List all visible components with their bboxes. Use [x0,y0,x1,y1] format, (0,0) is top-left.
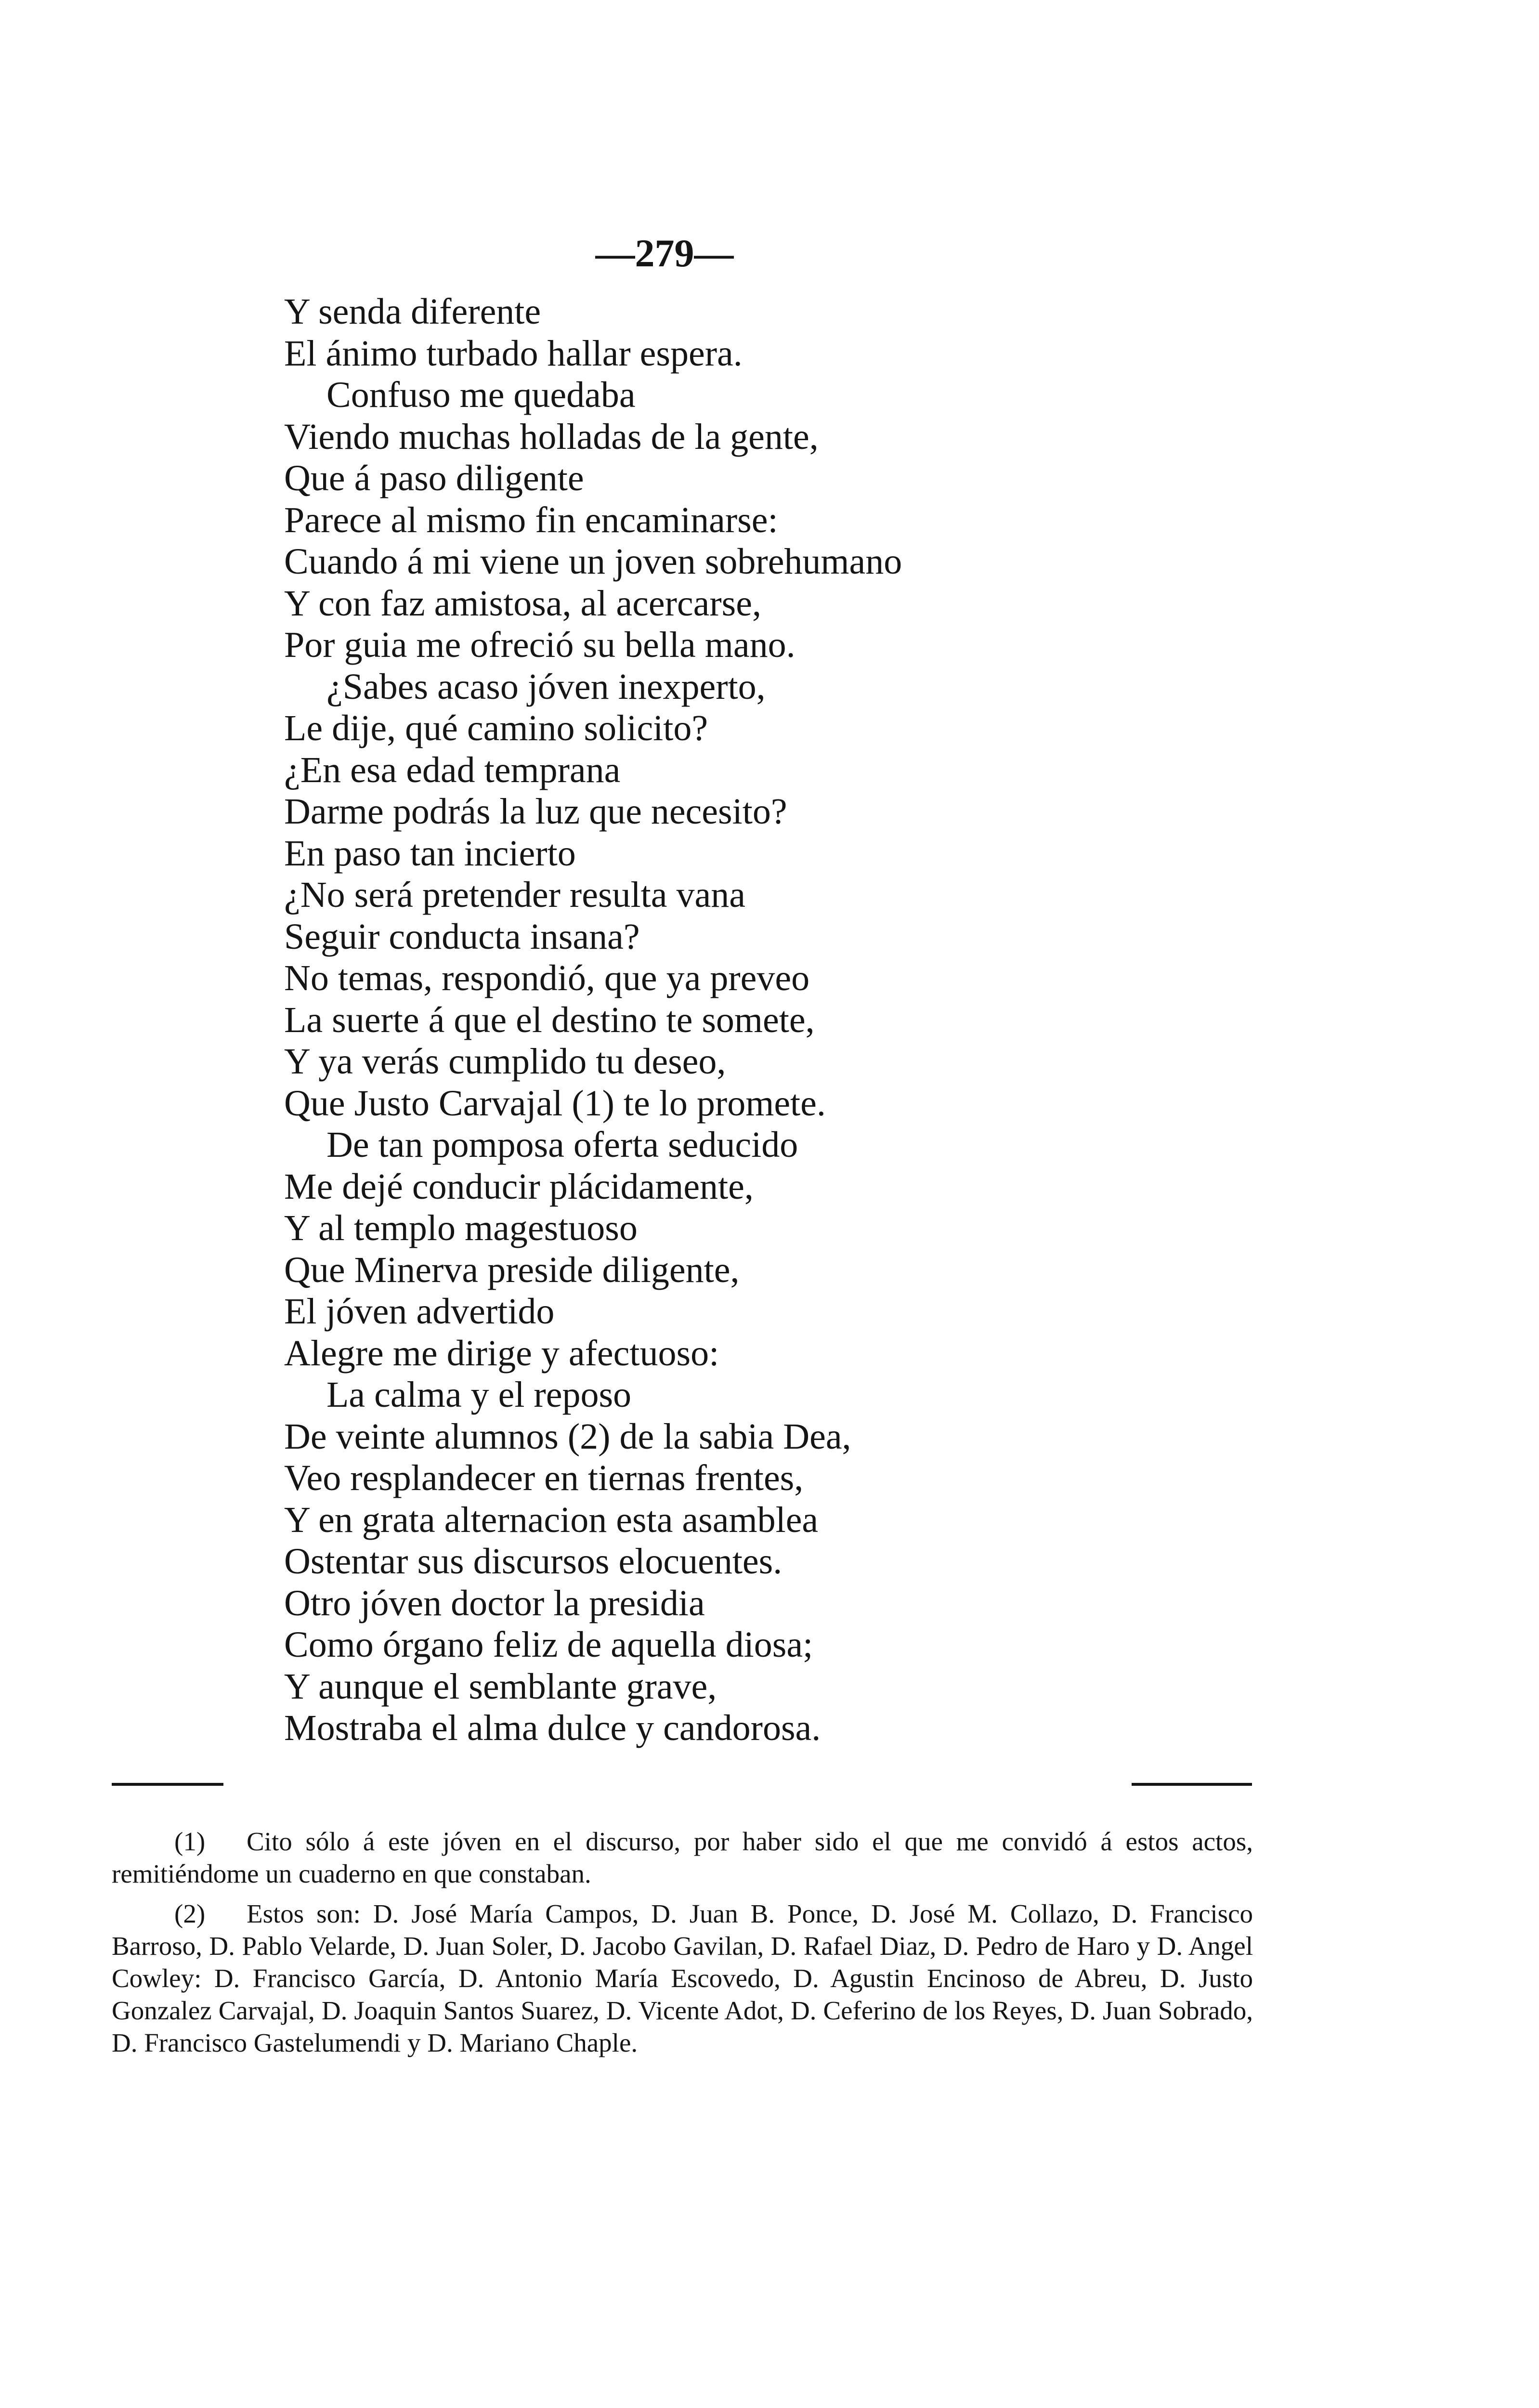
poem-line: No temas, respondió, que ya preveo [284,958,810,998]
poem-line: ¿Sabes acaso jóven inexperto, [326,666,766,707]
poem-line: Que Justo Carvajal (1) te lo promete. [284,1083,826,1124]
footnote-separator-left [112,1783,223,1786]
poem-line: Que Minerva preside diligente, [284,1249,740,1290]
footnote-text: Estos son: D. José María Campos, D. Juan B. Ponce, D. José M. Collazo, D. Francisco Barroso, D. Pablo Velarde, D. Juan Soler, D. Jacobo Gavilan, D. Rafael Diaz, D. Pedro de Haro y D. Angel Cowley: D. Francisco García, D. Antonio María Escovedo, D. Agustin Encinoso de Abreu, D. Justo Gonzalez Carvajal, D. Joaquin Santos Suarez, D. Vicente Adot, D. Ceferino de los Reyes, D. Juan Sobrado, D. Francisco Gastelumendi y D. Mariano Chaple. [112,1899,1253,2057]
poem-line: Veo resplandecer en tiernas frentes, [284,1458,804,1498]
poem-line: Y senda diferente [284,291,541,332]
footnotes [112,1825,1253,2067]
poem-line: La calma y el reposo [326,1374,632,1415]
poem-line: Y en grata alternacion esta asamblea [284,1499,819,1540]
poem-line: Parece al mismo fin encaminarse: [284,499,778,540]
poem-line: Cuando á mi viene un joven sobrehumano [284,541,902,582]
poem-line: Alegre me dirige y afectuoso: [284,1333,719,1374]
poem-line: De veinte alumnos (2) de la sabia Dea, [284,1416,851,1457]
poem-line: ¿No será pretender resulta vana [284,875,745,915]
poem-line: Confuso me quedaba [326,375,636,415]
poem-line: De tan pomposa oferta seducido [326,1125,798,1165]
footnote [112,1825,1253,1890]
poem-line: Y con faz amistosa, al acercarse, [284,583,761,624]
poem-line: Por guia me ofreció su bella mano. [284,625,796,665]
poem-line: Me dejé conducir plácidamente, [284,1166,754,1207]
footnote [112,1898,1253,2059]
poem-line: Seguir conducta insana? [284,916,640,957]
poem-line: Darme podrás la luz que necesito? [284,791,787,832]
poem-line: El ánimo turbado hallar espera. [284,333,743,374]
poem-line: Le dije, qué camino solicito? [284,708,708,748]
poem-line: Y aunque el semblante grave, [284,1666,717,1707]
poem-line: La suerte á que el destino te somete, [284,999,815,1040]
poem-line: Y al templo magestuoso [284,1208,638,1248]
poem-line: ¿En esa edad temprana [284,749,621,790]
poem-line: Mostraba el alma dulce y candorosa. [284,1708,821,1748]
footnote-marker: (2) [174,1899,206,1928]
poem-line: Viendo muchas holladas de la gente, [284,416,819,457]
poem-line: Y ya verás cumplido tu deseo, [284,1041,726,1082]
poem-line: En paso tan incierto [284,833,576,874]
poem-line: Ostentar sus discursos elocuentes. [284,1541,783,1582]
page-number: —279— [595,231,734,275]
footnote-marker: (1) [174,1827,206,1856]
footnote-separator-right [1132,1783,1252,1786]
footnote-text: Cito sólo á este jóven en el discurso, por haber sido el que me convidó á estos actos, remitiéndome un cuaderno en que constaban. [112,1827,1253,1888]
poem-line: Que á paso diligente [284,458,584,498]
poem-line: Otro jóven doctor la presidia [284,1583,705,1623]
poem-text [284,291,1392,1749]
poem-line: Como órgano feliz de aquella diosa; [284,1624,813,1665]
poem-line: El jóven advertido [284,1291,555,1332]
